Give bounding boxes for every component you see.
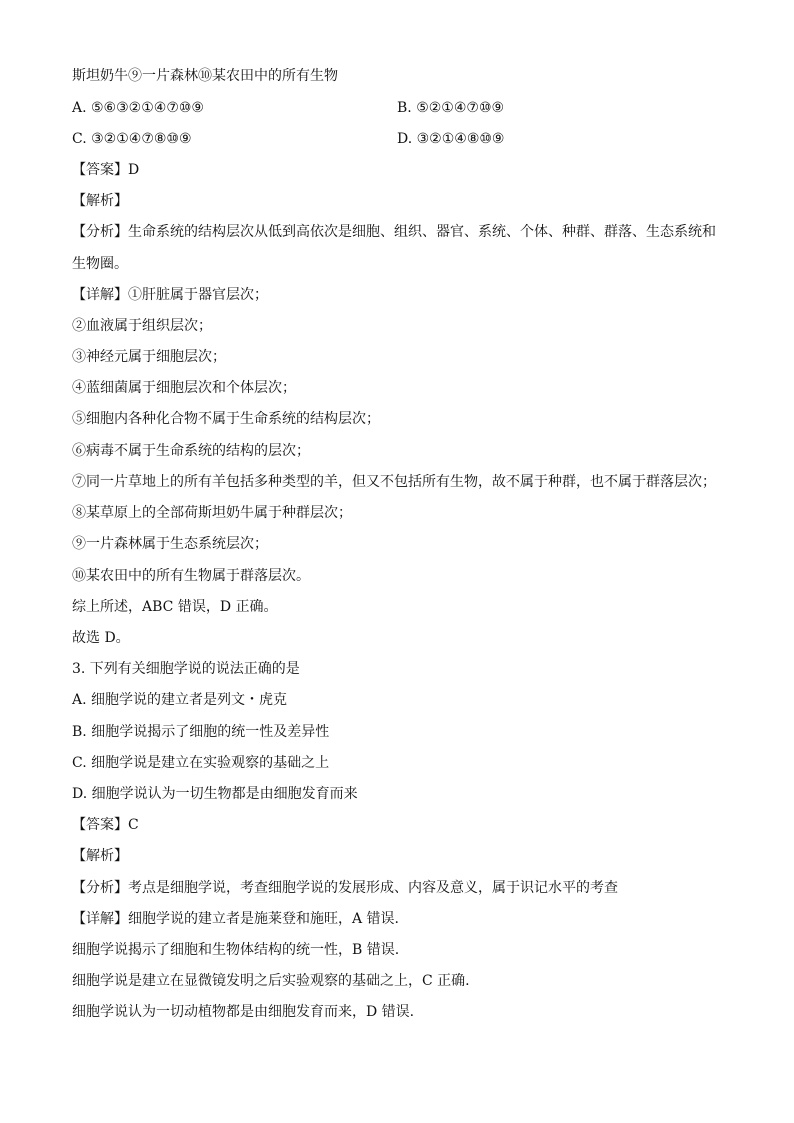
detail-item: 细胞学说认为一切动植物都是由细胞发育而来，D 错误. [72, 1004, 415, 1020]
analysis: 【分析】生命系统的结构层次从低到高依次是细胞、组织、器官、系统、个体、种群、群落、生态系统和 [72, 224, 716, 240]
answer: 【答案】D [72, 162, 140, 178]
detail-item: ②血液属于组织层次； [72, 318, 212, 334]
summary: 综上所述，ABC 错误，D 正确。 [72, 599, 278, 615]
explanation-heading: 【解析】 [72, 193, 128, 209]
detail-item: ④蓝细菌属于细胞层次和个体层次； [72, 380, 296, 396]
detail-item: 细胞学说揭示了细胞和生物体结构的统一性，B 错误. [72, 942, 400, 958]
detail-item: ⑨一片森林属于生态系统层次； [72, 536, 268, 552]
option-b: B. 细胞学说揭示了细胞的统一性及差异性 [72, 724, 330, 740]
option-a: A. ⑤⑥③②①④⑦⑩⑨ [72, 100, 204, 116]
detail-item: ⑦同一片草地上的所有羊包括多种类型的羊，但又不包括所有生物，故不属于种群，也不属于群落层次； [72, 474, 716, 490]
question-continuation: 斯坦奶牛⑨一片森林⑩某农田中的所有生物 [72, 68, 338, 84]
option-c: C. 细胞学说是建立在实验观察的基础之上 [72, 755, 330, 771]
detail-item: ⑤细胞内各种化合物不属于生命系统的结构层次； [72, 411, 380, 427]
choice: 故选 D。 [72, 630, 130, 646]
option-a: A. 细胞学说的建立者是列文・虎克 [72, 692, 288, 708]
detail-item: ⑧某草原上的全部荷斯坦奶牛属于种群层次； [72, 505, 352, 521]
option-c: C. ③②①④⑦⑧⑩⑨ [72, 131, 192, 147]
detail-item: ③神经元属于细胞层次； [72, 349, 226, 365]
question-3: 3. 下列有关细胞学说的说法正确的是 [72, 661, 300, 677]
detail: 【详解】①肝脏属于器官层次； [72, 287, 268, 303]
explanation-heading: 【解析】 [72, 848, 128, 864]
detail-item: 细胞学说是建立在显微镜发明之后实验观察的基础之上，C 正确. [72, 973, 470, 989]
option-d: D. 细胞学说认为一切生物都是由细胞发育而来 [72, 786, 358, 802]
detail: 【详解】细胞学说的建立者是施莱登和施旺，A 错误. [72, 911, 400, 927]
detail-item: ⑩某农田中的所有生物属于群落层次。 [72, 568, 310, 584]
analysis-continued: 生物圈。 [72, 256, 128, 272]
analysis: 【分析】考点是细胞学说，考查细胞学说的发展形成、内容及意义，属于识记水平的考查 [72, 880, 618, 896]
option-b: B. ⑤②①④⑦⑩⑨ [397, 100, 505, 116]
detail-item: ⑥病毒不属于生命系统的结构的层次； [72, 443, 310, 459]
option-d: D. ③②①④⑧⑩⑨ [397, 131, 505, 147]
answer: 【答案】C [72, 817, 139, 833]
